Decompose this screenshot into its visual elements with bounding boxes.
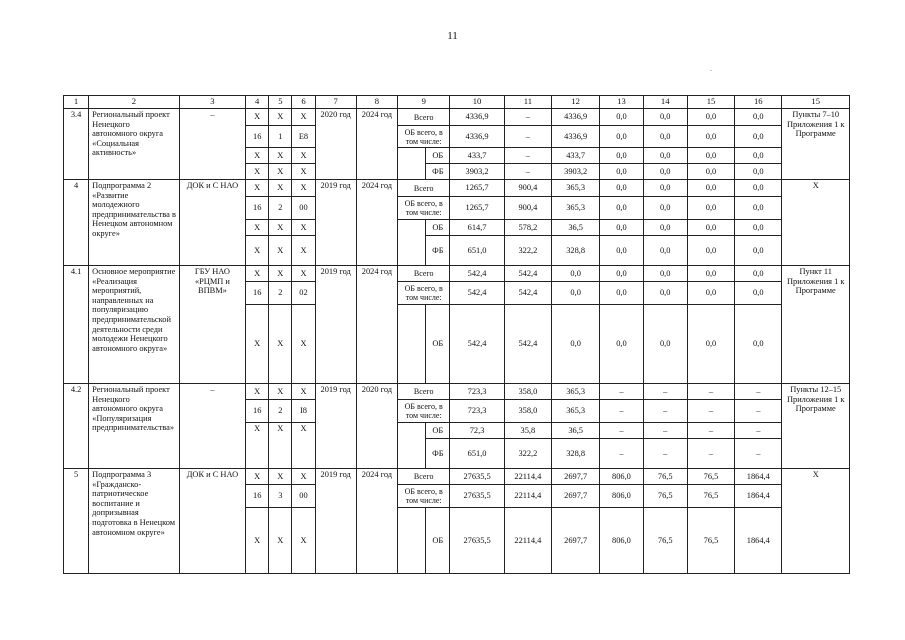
- value-cell: 0,0: [643, 282, 687, 305]
- value-cell: 0,0: [687, 180, 734, 197]
- header-cell: 1: [64, 96, 89, 109]
- code-cell: X: [292, 180, 315, 197]
- code-cell: 2: [269, 282, 292, 305]
- value-cell: 0,0: [600, 220, 643, 236]
- start-year: 2019 год: [315, 266, 356, 384]
- value-cell: 36,5: [552, 423, 600, 439]
- value-cell: –: [687, 400, 734, 423]
- value-cell: 0,0: [687, 164, 734, 180]
- value-cell: 542,4: [504, 305, 551, 384]
- value-cell: 27635,5: [450, 485, 504, 508]
- row-number: 4.1: [64, 266, 89, 384]
- value-cell: 4336,9: [552, 126, 600, 148]
- code-cell: X: [246, 109, 269, 126]
- value-cell: 0,0: [600, 236, 643, 266]
- value-cell: 365,3: [552, 180, 600, 197]
- value-cell: 328,8: [552, 236, 600, 266]
- code-cell: X: [292, 220, 315, 236]
- source-indent: [398, 148, 426, 180]
- end-year: 2020 год: [356, 384, 397, 469]
- value-cell: 0,0: [735, 148, 782, 164]
- value-cell: 365,3: [552, 400, 600, 423]
- value-cell: –: [687, 439, 734, 469]
- value-cell: 1864,4: [735, 469, 782, 485]
- value-cell: –: [735, 400, 782, 423]
- source-label: Всего: [398, 384, 450, 400]
- header-cell: 5: [269, 96, 292, 109]
- value-cell: 0,0: [552, 305, 600, 384]
- value-cell: –: [600, 439, 643, 469]
- row-number: 4: [64, 180, 89, 266]
- start-year: 2019 год: [315, 384, 356, 469]
- header-cell: 10: [450, 96, 504, 109]
- row-number: 3.4: [64, 109, 89, 180]
- value-cell: 365,3: [552, 384, 600, 400]
- code-cell: X: [292, 508, 315, 574]
- value-cell: 0,0: [643, 109, 687, 126]
- row-executor: ДОК и С НАО: [179, 180, 245, 266]
- source-label: ОБ: [426, 305, 450, 384]
- value-cell: 0,0: [735, 220, 782, 236]
- row-note: Пункт 11 Приложения 1 к Программе: [782, 266, 850, 384]
- source-label: ОБ всего, в том числе:: [398, 197, 450, 220]
- value-cell: 542,4: [450, 305, 504, 384]
- source-label: ОБ: [426, 423, 450, 439]
- value-cell: 2697,7: [552, 508, 600, 574]
- value-cell: 0,0: [600, 305, 643, 384]
- value-cell: 22114,4: [504, 508, 551, 574]
- value-cell: 1265,7: [450, 180, 504, 197]
- value-cell: –: [504, 126, 551, 148]
- value-cell: –: [643, 439, 687, 469]
- value-cell: 0,0: [600, 197, 643, 220]
- row-note: Пункты 12–15 Приложения 1 к Программе: [782, 384, 850, 469]
- source-label: Всего: [398, 109, 450, 126]
- value-cell: 0,0: [643, 164, 687, 180]
- code-cell: 3: [269, 485, 292, 508]
- value-cell: 0,0: [735, 266, 782, 282]
- value-cell: 322,2: [504, 236, 551, 266]
- value-cell: 0,0: [643, 220, 687, 236]
- start-year: 2019 год: [315, 180, 356, 266]
- value-cell: 0,0: [643, 180, 687, 197]
- code-cell: X: [292, 109, 315, 126]
- code-cell: X: [269, 508, 292, 574]
- code-cell: X: [269, 164, 292, 180]
- code-cell: X: [269, 109, 292, 126]
- value-cell: 578,2: [504, 220, 551, 236]
- value-cell: 0,0: [687, 197, 734, 220]
- code-cell: 00: [292, 485, 315, 508]
- code-cell: 16: [246, 126, 269, 148]
- value-cell: –: [600, 423, 643, 439]
- page-number: 11: [447, 30, 458, 42]
- code-cell: X: [269, 384, 292, 400]
- value-cell: 0,0: [552, 282, 600, 305]
- row-number: 5: [64, 469, 89, 574]
- header-cell: 8: [356, 96, 397, 109]
- value-cell: 0,0: [687, 266, 734, 282]
- source-label: Всего: [398, 180, 450, 197]
- value-cell: 0,0: [735, 109, 782, 126]
- value-cell: 365,3: [552, 197, 600, 220]
- start-year: 2019 год: [315, 469, 356, 574]
- value-cell: 0,0: [735, 126, 782, 148]
- row-executor: –: [179, 384, 245, 469]
- value-cell: –: [735, 439, 782, 469]
- header-cell: 14: [643, 96, 687, 109]
- source-label: ОБ всего, в том числе:: [398, 485, 450, 508]
- start-year: 2020 год: [315, 109, 356, 180]
- row-executor: ДОК и С НАО: [179, 469, 245, 574]
- value-cell: 4336,9: [552, 109, 600, 126]
- value-cell: 36,5: [552, 220, 600, 236]
- scan-dot: .: [710, 64, 712, 73]
- value-cell: 0,0: [735, 305, 782, 384]
- source-label: ФБ: [426, 164, 450, 180]
- value-cell: 328,8: [552, 439, 600, 469]
- value-cell: 0,0: [600, 180, 643, 197]
- value-cell: 542,4: [504, 282, 551, 305]
- header-cell: 11: [504, 96, 551, 109]
- value-cell: 3903,2: [450, 164, 504, 180]
- value-cell: –: [735, 423, 782, 439]
- source-indent: [398, 305, 426, 384]
- code-cell: X: [292, 236, 315, 266]
- code-cell: X: [246, 164, 269, 180]
- value-cell: 723,3: [450, 400, 504, 423]
- table-row: [64, 266, 850, 282]
- value-cell: 0,0: [643, 236, 687, 266]
- value-cell: –: [600, 384, 643, 400]
- code-cell: X: [246, 236, 269, 266]
- source-indent: [398, 508, 426, 574]
- value-cell: 0,0: [687, 236, 734, 266]
- header-cell: 7: [315, 96, 356, 109]
- value-cell: 3903,2: [552, 164, 600, 180]
- row-executor: ГБУ НАО «РЦМП и ВПВМ»: [179, 266, 245, 384]
- value-cell: 723,3: [450, 384, 504, 400]
- table-row: [64, 384, 850, 400]
- source-label: ОБ всего, в том числе:: [398, 282, 450, 305]
- row-note: X: [782, 469, 850, 574]
- value-cell: 806,0: [600, 485, 643, 508]
- value-cell: 542,4: [450, 266, 504, 282]
- row-name: Региональный проект Ненецкого автономного округа «Социальная активность»: [89, 109, 180, 180]
- value-cell: 0,0: [643, 197, 687, 220]
- value-cell: 0,0: [687, 305, 734, 384]
- code-cell: X: [246, 220, 269, 236]
- value-cell: –: [504, 148, 551, 164]
- code-cell: X: [292, 266, 315, 282]
- code-cell: X: [292, 164, 315, 180]
- row-name: Основное мероприятие «Реализация мероприятий, направленных на популяризацию предпринимательской деятельности среди молодежи Ненецкого автономного округа»: [89, 266, 180, 384]
- code-cell: 16: [246, 485, 269, 508]
- source-label: ФБ: [426, 236, 450, 266]
- value-cell: 0,0: [600, 148, 643, 164]
- value-cell: 0,0: [600, 266, 643, 282]
- row-note: Пункты 7–10 Приложения 1 к Программе: [782, 109, 850, 180]
- table-row: [64, 469, 850, 485]
- code-cell: X: [269, 305, 292, 384]
- code-cell: X: [269, 423, 292, 469]
- end-year: 2024 год: [356, 180, 397, 266]
- value-cell: 2697,7: [552, 469, 600, 485]
- value-cell: 0,0: [687, 148, 734, 164]
- source-label: ОБ: [426, 220, 450, 236]
- value-cell: 0,0: [552, 266, 600, 282]
- value-cell: 0,0: [643, 266, 687, 282]
- code-cell: X: [269, 180, 292, 197]
- value-cell: –: [687, 384, 734, 400]
- value-cell: 76,5: [643, 469, 687, 485]
- value-cell: –: [735, 384, 782, 400]
- value-cell: 651,0: [450, 236, 504, 266]
- value-cell: –: [643, 400, 687, 423]
- header-cell: 16: [735, 96, 782, 109]
- value-cell: 76,5: [643, 485, 687, 508]
- value-cell: 358,0: [504, 384, 551, 400]
- source-indent: [398, 220, 426, 266]
- row-name: Подпрограмма 2 «Развитие молодежного предпринимательства в Ненецком автономном округе»: [89, 180, 180, 266]
- header-cell: 3: [179, 96, 245, 109]
- header-cell: 4: [246, 96, 269, 109]
- value-cell: 76,5: [643, 508, 687, 574]
- value-cell: 0,0: [643, 148, 687, 164]
- value-cell: 322,2: [504, 439, 551, 469]
- value-cell: –: [600, 400, 643, 423]
- value-cell: 0,0: [735, 197, 782, 220]
- value-cell: 76,5: [687, 469, 734, 485]
- value-cell: 0,0: [687, 126, 734, 148]
- code-cell: X: [246, 384, 269, 400]
- value-cell: 0,0: [735, 282, 782, 305]
- row-number: 4.2: [64, 384, 89, 469]
- value-cell: 0,0: [643, 305, 687, 384]
- value-cell: 1864,4: [735, 508, 782, 574]
- value-cell: –: [504, 164, 551, 180]
- code-cell: X: [269, 266, 292, 282]
- value-cell: 0,0: [735, 180, 782, 197]
- value-cell: 1864,4: [735, 485, 782, 508]
- table-row: [64, 109, 850, 126]
- value-cell: 542,4: [504, 266, 551, 282]
- code-cell: 00: [292, 197, 315, 220]
- code-cell: X: [292, 423, 315, 469]
- value-cell: 2697,7: [552, 485, 600, 508]
- code-cell: X: [269, 236, 292, 266]
- code-cell: X: [246, 469, 269, 485]
- code-cell: X: [246, 180, 269, 197]
- value-cell: 358,0: [504, 400, 551, 423]
- code-cell: X: [246, 148, 269, 164]
- value-cell: 0,0: [600, 109, 643, 126]
- value-cell: 22114,4: [504, 485, 551, 508]
- value-cell: 651,0: [450, 439, 504, 469]
- source-label: Всего: [398, 266, 450, 282]
- value-cell: 72,3: [450, 423, 504, 439]
- value-cell: 433,7: [450, 148, 504, 164]
- header-row: [64, 96, 850, 109]
- source-label: ОБ всего, в том числе:: [398, 400, 450, 423]
- value-cell: 4336,9: [450, 109, 504, 126]
- value-cell: 900,4: [504, 197, 551, 220]
- end-year: 2024 год: [356, 469, 397, 574]
- value-cell: 0,0: [643, 126, 687, 148]
- value-cell: 433,7: [552, 148, 600, 164]
- value-cell: 35,8: [504, 423, 551, 439]
- value-cell: –: [687, 423, 734, 439]
- row-name: Подпрограмма 3 «Гражданско-патриотическое воспитание и допризывная подготовка в Ненецком автономном округе»: [89, 469, 180, 574]
- value-cell: 27635,5: [450, 469, 504, 485]
- header-cell: 13: [600, 96, 643, 109]
- end-year: 2024 год: [356, 109, 397, 180]
- code-cell: 16: [246, 197, 269, 220]
- code-cell: X: [292, 469, 315, 485]
- source-label: ОБ: [426, 508, 450, 574]
- row-executor: –: [179, 109, 245, 180]
- header-cell: 12: [552, 96, 600, 109]
- code-cell: 16: [246, 282, 269, 305]
- code-cell: X: [269, 148, 292, 164]
- code-cell: I8: [292, 400, 315, 423]
- code-cell: X: [246, 423, 269, 469]
- code-cell: X: [292, 384, 315, 400]
- header-cell: 15: [687, 96, 734, 109]
- value-cell: 806,0: [600, 469, 643, 485]
- code-cell: 02: [292, 282, 315, 305]
- value-cell: 614,7: [450, 220, 504, 236]
- value-cell: 0,0: [735, 164, 782, 180]
- value-cell: 27635,5: [450, 508, 504, 574]
- program-table: [63, 95, 850, 574]
- source-label: Всего: [398, 469, 450, 485]
- value-cell: 806,0: [600, 508, 643, 574]
- value-cell: 4336,9: [450, 126, 504, 148]
- table-row: [64, 180, 850, 197]
- value-cell: 1265,7: [450, 197, 504, 220]
- source-label: ФБ: [426, 439, 450, 469]
- value-cell: 0,0: [687, 282, 734, 305]
- value-cell: 0,0: [735, 236, 782, 266]
- value-cell: 0,0: [687, 220, 734, 236]
- value-cell: 900,4: [504, 180, 551, 197]
- value-cell: 76,5: [687, 508, 734, 574]
- code-cell: E8: [292, 126, 315, 148]
- code-cell: X: [292, 148, 315, 164]
- value-cell: 0,0: [600, 282, 643, 305]
- row-note: X: [782, 180, 850, 266]
- source-label: ОБ: [426, 148, 450, 164]
- value-cell: –: [643, 423, 687, 439]
- value-cell: 0,0: [600, 126, 643, 148]
- source-indent: [398, 423, 426, 469]
- header-cell: 2: [89, 96, 180, 109]
- code-cell: X: [269, 469, 292, 485]
- code-cell: X: [292, 305, 315, 384]
- value-cell: 542,4: [450, 282, 504, 305]
- end-year: 2024 год: [356, 266, 397, 384]
- code-cell: 2: [269, 197, 292, 220]
- value-cell: 76,5: [687, 485, 734, 508]
- header-cell: 6: [292, 96, 315, 109]
- code-cell: X: [269, 220, 292, 236]
- row-name: Региональный проект Ненецкого автономного округа «Популяризация предпринимательства»: [89, 384, 180, 469]
- header-cell: 9: [398, 96, 450, 109]
- code-cell: 1: [269, 126, 292, 148]
- code-cell: X: [246, 305, 269, 384]
- value-cell: 0,0: [600, 164, 643, 180]
- value-cell: 22114,4: [504, 469, 551, 485]
- source-label: ОБ всего, в том числе:: [398, 126, 450, 148]
- value-cell: 0,0: [687, 109, 734, 126]
- table-body: [64, 96, 850, 574]
- header-cell: 15: [782, 96, 850, 109]
- code-cell: X: [246, 266, 269, 282]
- code-cell: 2: [269, 400, 292, 423]
- code-cell: 16: [246, 400, 269, 423]
- value-cell: –: [504, 109, 551, 126]
- value-cell: –: [643, 384, 687, 400]
- code-cell: X: [246, 508, 269, 574]
